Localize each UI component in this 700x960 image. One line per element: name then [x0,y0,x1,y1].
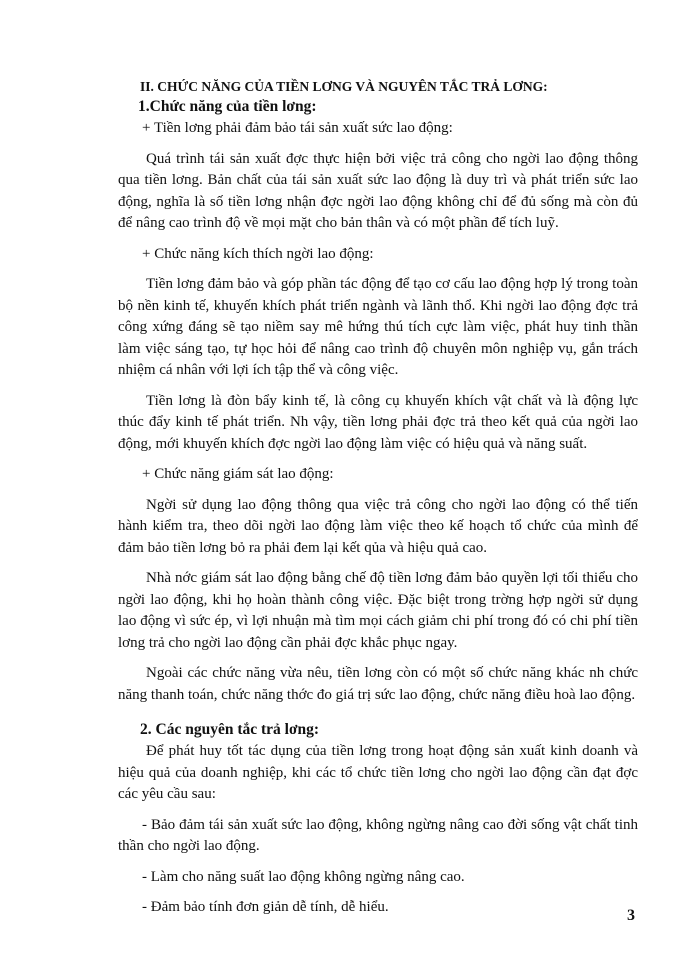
paragraph: Ngoài các chức năng vừa nêu, tiền lơng còn có một số chức năng khác nh chức năng thanh toán, chức năng thớc đo giá trị sức lao động, chức năng điều hoà lao động. [118,665,638,703]
page-number: 3 [627,907,635,924]
paragraph: + Tiền lơng phải đảm bảo tái sản xuất sức lao động: [142,120,453,136]
paragraph: Tiền lơng là đòn bẩy kinh tế, là công cụ khuyến khích vật chất và là động lực thúc đẩy kinh tế phát triển. Nh vậy, tiền lơng phải đợc trả theo kết quả của ngời lao động, mới khuyến khích đợc ngời lao động làm việc có hiệu quả và năng suất. [118,392,638,452]
paragraph: Ngời sử dụng lao động thông qua việc trả công cho ngời lao động có thể tiến hành kiểm tra, theo dõi ngời lao động làm việc theo kế hoạch tổ chức của mình để đảm bảo tiền lơng bỏ ra phải đem lại kết qủa và hiệu quả cao. [118,496,638,556]
paragraph: - Làm cho năng suất lao động không ngừng nâng cao. [142,868,465,885]
paragraph: Quá trình tái sản xuất đợc thực hiện bởi việc trả công cho ngời lao động thông qua tiền lơng. Bản chất của tái sản xuất sức lao động là duy trì và phát triển sức lao động, nghĩa là số tiền lơng nhận đợc ngời lao động không chỉ để đủ sống mà còn đủ để nâng cao trình độ về mọi mặt cho bản thân và có một phần để tích luỹ. [118,150,638,231]
paragraph: Nhà nớc giám sát lao động bằng chế độ tiền lơng đảm bảo quyền lợi tối thiểu cho ngời lao động, khi họ hoàn thành công việc. Đặc biệt trong trờng hợp ngời sử dụng lao động vì sức ép, vì lợi nhuận mà tìm mọi cách giảm chi phí trong đó có chi phí tiền lơng trả cho ngời lao động cần phải đợc khắc phục ngay. [118,570,638,651]
paragraph: + Chức năng kích thích ngời lao động: [142,245,374,262]
page-content [118,78,638,928]
paragraph: + Chức năng giám sát lao động: [142,466,334,482]
section-title: II. CHỨC NĂNG CỦA TIỀN LƠNG VÀ NGUYÊN TẮC TRẢ LƠNG: [140,79,548,94]
paragraph: Tiền lơng đảm bảo và góp phần tác động để tạo cơ cấu lao động hợp lý trong toàn bộ nền kinh tế, khuyến khích phát triển ngành và lãnh thổ. Khi ngời lao động đợc trả công xứng đáng sẽ tạo niềm say mê hứng thú tích cực làm việc, phát huy tinh thần làm việc sáng tạo, tự học hỏi để nâng cao trình độ chuyên môn nghiệp vụ, gắn trách nhiệm cá nhân với lợi ích tập thể và công việc. [118,276,638,378]
subsection-title-1: 1.Chức năng của tiền lơng: [138,98,317,115]
paragraph: - Bảo đảm tái sản xuất sức lao động, không ngừng nâng cao đời sống vật chất tinh thần cho ngời lao động. [118,816,638,854]
subsection-title-2: 2. Các nguyên tắc trả lơng: [140,721,320,738]
paragraph: - Đảm bảo tính đơn giản dễ tính, dễ hiểu. [142,899,389,915]
paragraph: Để phát huy tốt tác dụng của tiền lơng trong hoạt động sản xuất kinh doanh và hiệu quả của doanh nghiệp, khi các tổ chức tiền lơng cho ngời lao động cần đạt đợc các yêu cầu sau: [118,743,638,802]
